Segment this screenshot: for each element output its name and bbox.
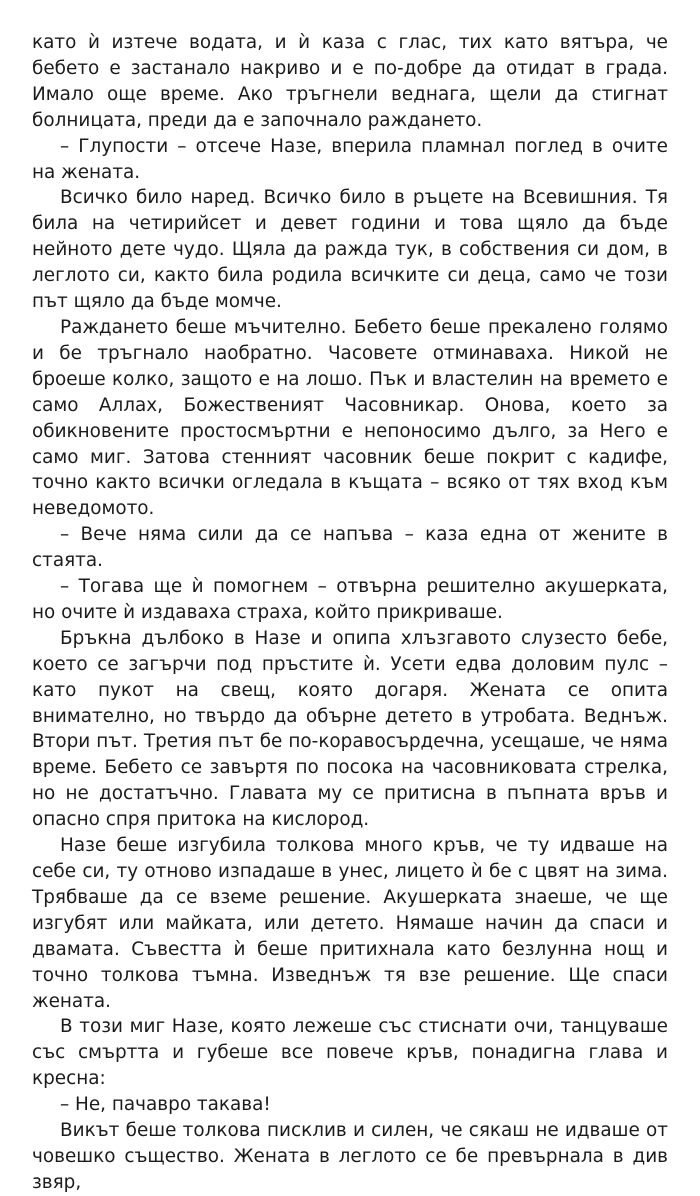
paragraph: В този миг Назе, която лежеше със стиснати очи, танцуваше със смъртта и губеше все повече кръв, понадигна глава и кресна: — [32, 1016, 668, 1090]
paragraph: Викът беше толкова писклив и силен, че сякаш не идваше от човешко същество. Жената в леглото се бе превърнала в див звяр, — [32, 1120, 668, 1193]
paragraph: Раждането беше мъчително. Бебето беше прекалено голямо и бе тръгнало наобратно. Часовете отминаваха. Никой не броеше колко, защото е на лошо. Пък и властелин на времето е само Аллах, Божественият Часовникар. Онова, което за обикновените простосмъртни е непоносимо дълго, за Него е само миг. Затова стенният часовник беше покрит с кадифе, точно както всички огледала в къщата – всяко от тях вход към неведомото. — [32, 316, 668, 520]
paragraph: – Тогава ще ѝ помогнем – отвърна решително акушерката, но очите ѝ издаваха страха, който прикриваше. — [32, 576, 668, 623]
paragraph: – Не, пачавро такава! — [60, 1094, 271, 1116]
paragraph: Бръкна дълбоко в Назе и опипа хлъзгавото слузесто бебе, което се загърчи под пръстите ѝ. Усети едва доловим пулс – като пукот на свещ, която догаря. Жената се опита внимателно, но твърдо да обърне детето в утробата. Веднъж. Втори път. Третия път бе по-коравосърдечна, усещаше, че няма време. Бебето се завъртя по посока на часовниковата стрелка, но не достатъчно. Главата му се притисна в пъпната връв и опасно спря притока на кислород. — [32, 627, 668, 831]
paragraph: – Вече няма сили да се напъва – каза една от жените в стаята. — [32, 524, 668, 572]
paragraph: Назе беше изгубила толкова много кръв, че ту идваше на себе си, ту отново изпадаше в унес, лицето ѝ бе с цвят на зима. Трябваше да се вземе решение. Акушерката знаеше, че ще изгубят или майката, или детето. Нямаше начин да спаси и двамата. Съвестта ѝ беше притихнала като безлунна нощ и точно толкова тъмна. Изведнъж тя взе решение. Ще спаси жената. — [32, 835, 668, 1012]
book-page — [32, 30, 668, 1196]
paragraph: – Глупости – отсече Назе, вперила пламнал поглед в очите на жената. — [32, 135, 668, 183]
paragraph: като ѝ изтече водата, и ѝ каза с глас, тих като вятъра, че бебето е застанало накриво и е по-добре да отидат в града. Имало още време. Ако тръгнели веднага, щели да стигнат болницата, преди да е започнало раждането. — [32, 32, 668, 131]
paragraph: Всичко било наред. Всичко било в ръцете на Всевишния. Тя била на четирийсет и девет години и това щяло да бъде нейното дете чудо. Щяла да ражда тук, в собствения си дом, в леглото си, както била родила всичките си деца, само че този път щяло да бъде момче. — [32, 187, 668, 313]
